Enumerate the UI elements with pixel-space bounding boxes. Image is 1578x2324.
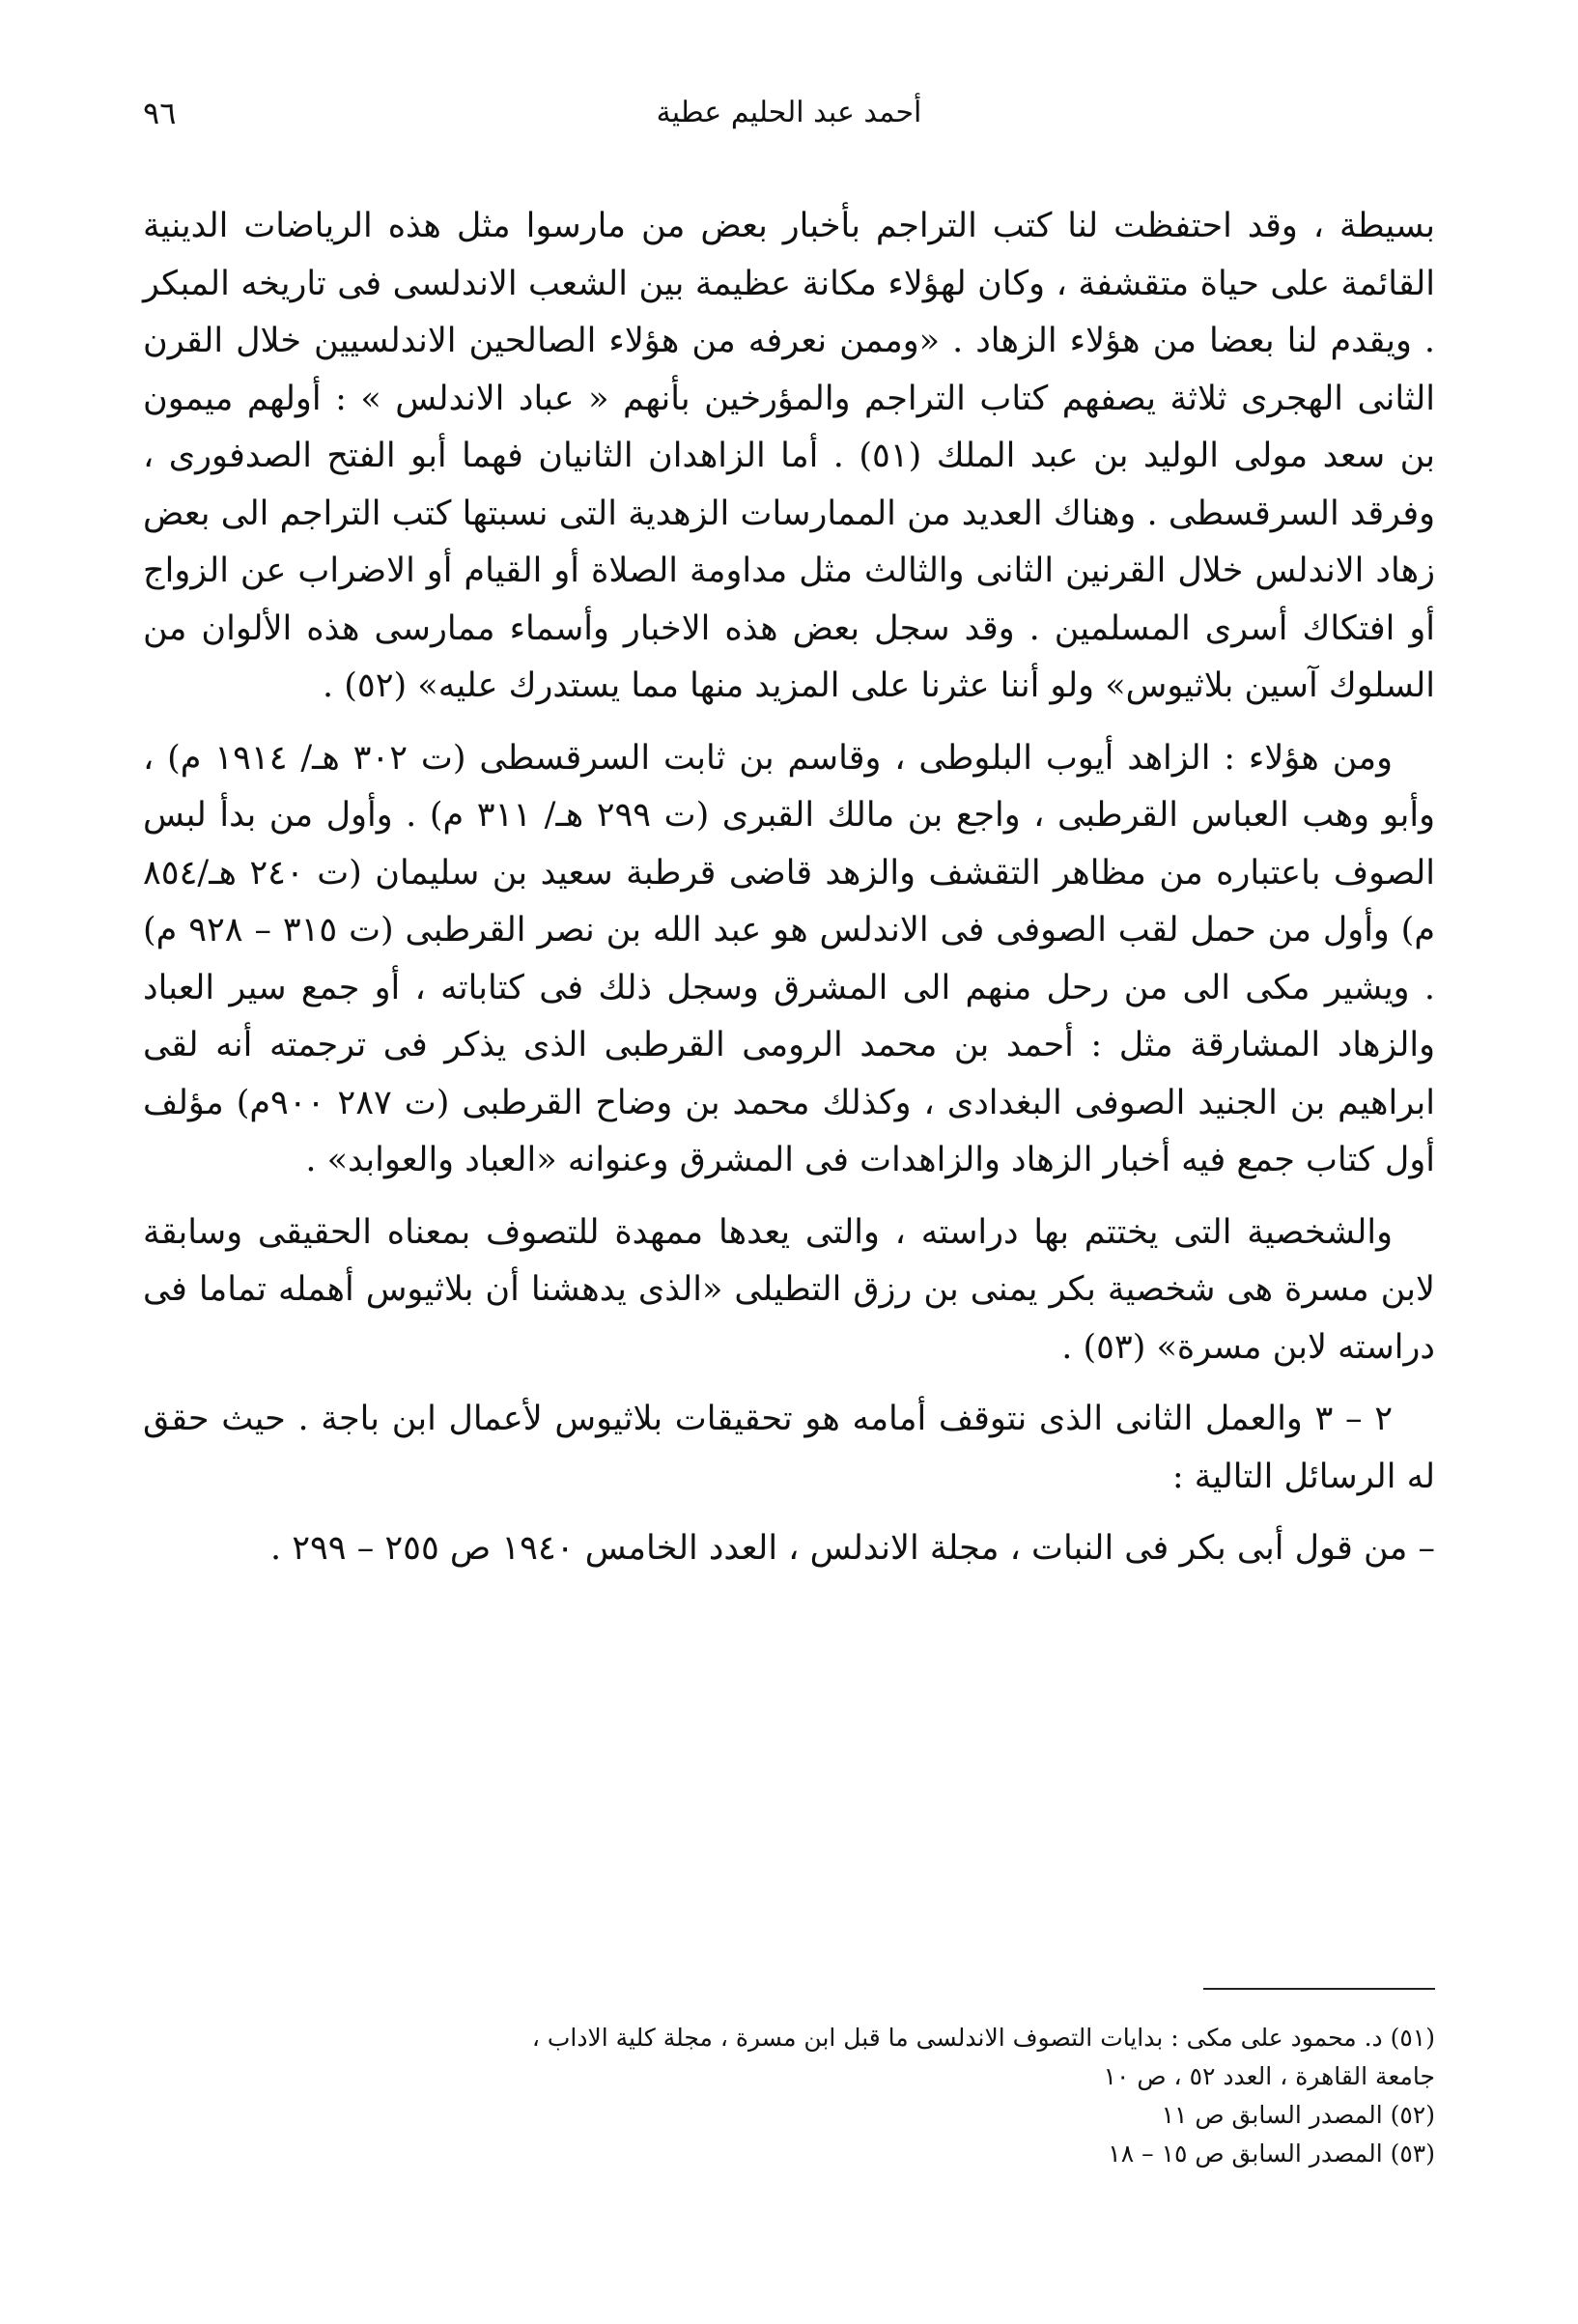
footnote-51: (٥١) د. محمود على مكى : بدايات التصوف الاندلسى ما قبل ابن مسرة ، مجلة كلية الاداب ، <box>531 2024 1435 2052</box>
footnotes <box>143 2019 1435 2173</box>
paragraph-3: والشخصية التى يختتم بها دراسته ، والتى يعدها ممهدة للتصوف بمعناه الحقيقى وسابقة لابن مسرة هى شخصية بكر يمنى بن رزق التطيلى «الذى يدهشنا أن بلاثيوس أهمله تماما فى دراسته لابن مسرة» (٥٣) . <box>143 1212 1435 1367</box>
paragraph-2: ومن هؤلاء : الزاهد أيوب البلوطى ، وقاسم بن ثابت السرقسطى (ت ٣٠٢ هـ/ ١٩١٤ م) ، وأبو وهب العباس القرطبى ، واجع بن مالك القبرى (ت ٢٩٩ هـ/ ٣١١ م) . وأول من بدأ لبس الصوف باعتباره من مظاهر التقشف والزهد قاضى قرطبة سعيد بن سليمان (ت ٢٤٠ هـ/٨٥٤ م) وأول من حمل لقب الصوفى فى الاندلس هو عبد الله بن نصر القرطبى (ت ٣١٥ – ٩٢٨ م) . ويشير مكى الى من رحل منهم الى المشرق وسجل ذلك فى كتاباته ، أو جمع سير العباد والزهاد المشارقة مثل : أحمد بن محمد الرومى القرطبى الذى يذكر فى ترجمته أنه لقى ابراهيم بن الجنيد الصوفى البغدادى ، وكذلك محمد بن وضاح القرطبى (ت ٢٨٧ ٩٠٠م) مؤلف أول كتاب جمع فيه أخبار الزهاد والزاهدات فى المشرق وعنوانه «العباد والعوابد» . <box>143 738 1435 1179</box>
running-head: أحمد عبد الحليم عطية <box>656 96 922 129</box>
paragraph-4: ٢ – ٣ والعمل الثانى الذى نتوقف أمامه هو تحقيقات بلاثيوس لأعمال ابن باجة . حيث حقق له الرسائل التالية : <box>143 1400 1435 1496</box>
body-text <box>143 198 1435 1578</box>
paragraph-1: بسيطة ، وقد احتفظت لنا كتب التراجم بأخبار بعض من مارسوا مثل هذه الرياضات الدينية القائمة على حياة متقشفة ، وكان لهؤلاء مكانة عظيمة بين الشعب الاندلسى فى تاريخه المبكر . ويقدم لنا بعضا من هؤلاء الزهاد . «وممن نعرفه من هؤلاء الصالحين الاندلسيين خلال القرن الثانى الهجرى ثلاثة يصفهم كتاب التراجم والمؤرخين بأنهم « عباد الاندلس » : أولهم ميمون بن سعد مولى الوليد بن عبد الملك (٥١) . أما الزاهدان الثانيان فهما أبو الفتح الصدفورى ، وفرقد السرقسطى . وهناك العديد من الممارسات الزهدية التى نسبتها كتب التراجم الى بعض زهاد الاندلس خلال القرنين الثانى والثالث مثل مداومة الصلاة أو القيام أو الاضراب عن الزواج أو افتكاك أسرى المسلمين . وقد سجل بعض هذه الاخبار وأسماء ممارسى هذه الألوان من السلوك آسين بلاثيوس» ولو أننا عثرنا على المزيد منها مما يستدرك عليه» (٥٢) . <box>143 207 1435 705</box>
footnote-separator <box>1203 1988 1435 1990</box>
footnote-52: (٥٢) المصدر السابق ص ١١ <box>1161 2101 1435 2129</box>
page-number: ٩٦ <box>143 95 177 131</box>
footnote-53: (٥٣) المصدر السابق ص ١٥ – ١٨ <box>1108 2140 1435 2168</box>
list-item: – من قول أبى بكر فى النبات ، مجلة الاندلس ، العدد الخامس ١٩٤٠ ص ٢٥٥ – ٢٩٩ . <box>269 1529 1435 1568</box>
footnote-51-continued: جامعة القاهرة ، العدد ٥٢ ، ص ١٠ <box>1103 2062 1435 2090</box>
page-header <box>143 89 1435 137</box>
